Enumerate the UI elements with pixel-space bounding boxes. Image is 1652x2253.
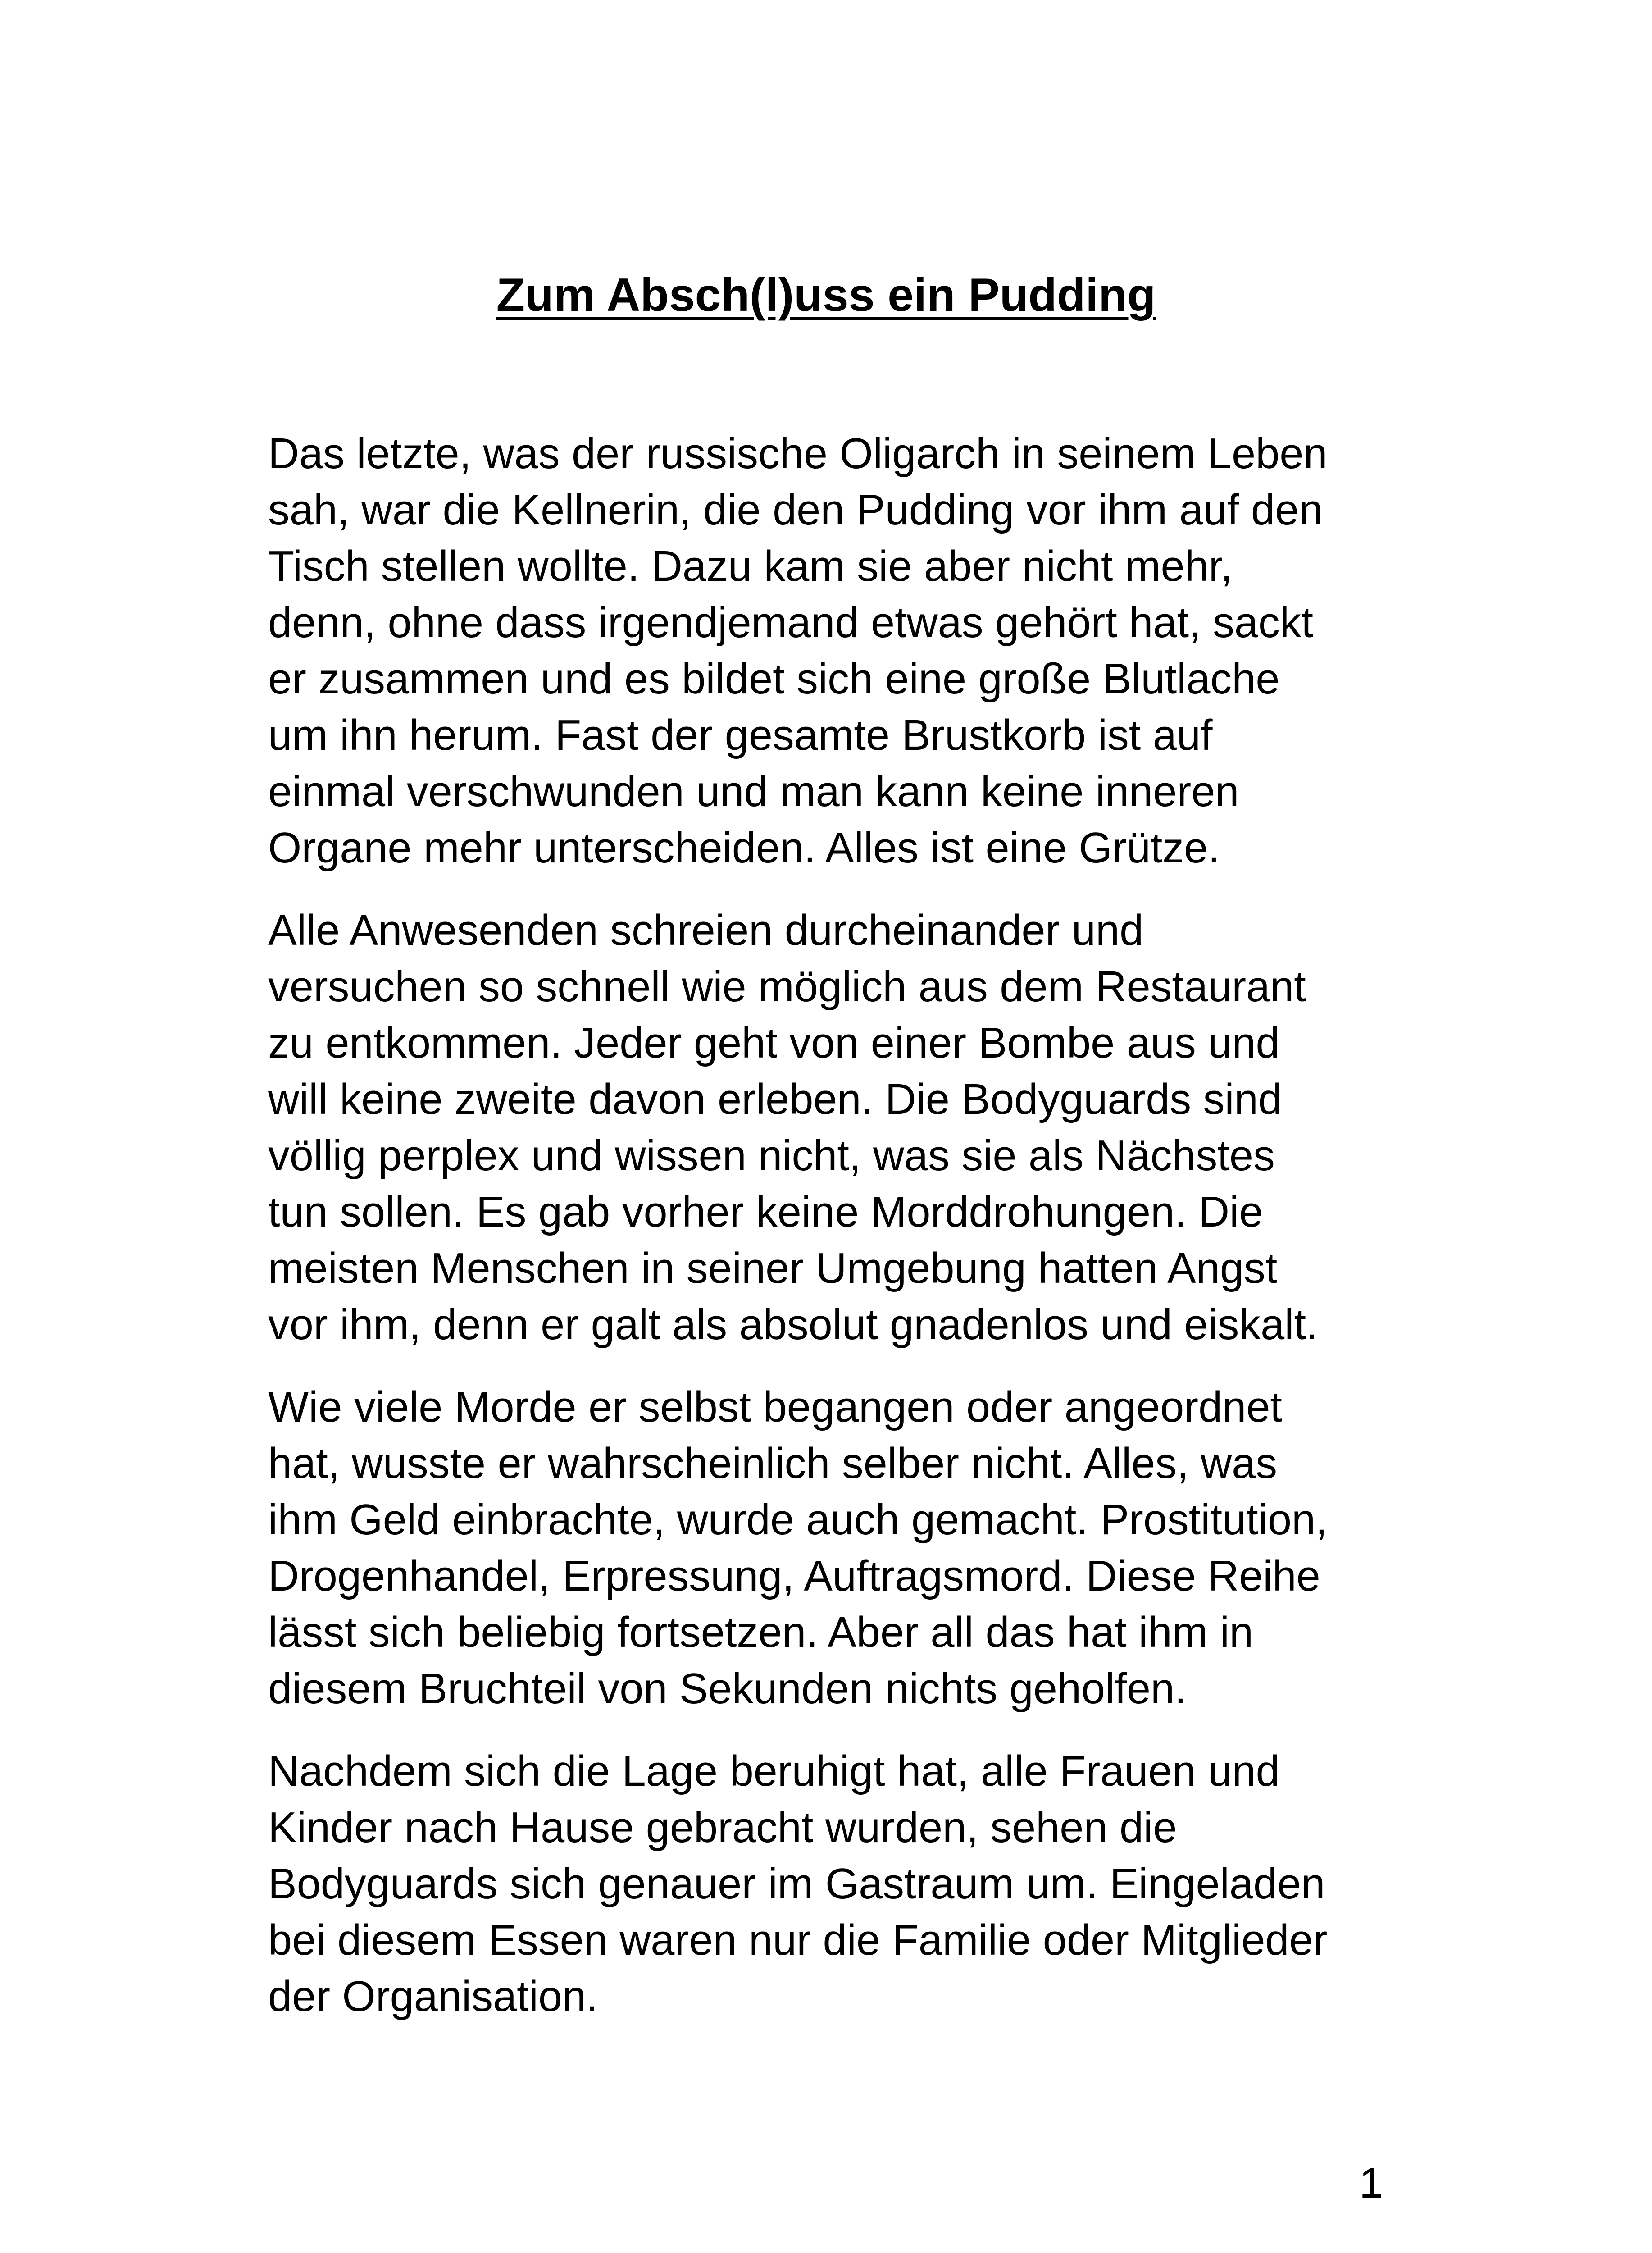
text-line: um ihn herum. Fast der gesamte Brustkorb ist auf: [268, 711, 1213, 759]
text-line: hat, wusste er wahrscheinlich selber nicht. Alles, was: [268, 1440, 1277, 1487]
text-line: vor ihm, denn er galt als absolut gnadenlos und eiskalt.: [268, 1301, 1318, 1349]
text-line: versuchen so schnell wie möglich aus dem Restaurant: [268, 963, 1306, 1011]
text-line: Kinder nach Hause gebracht wurden, sehen die: [268, 1804, 1177, 1852]
text-line: zu entkommen. Jeder geht von einer Bombe aus und: [268, 1019, 1280, 1067]
text-line: meisten Menschen in seiner Umgebung hatten Angst: [268, 1245, 1278, 1292]
body-text: [268, 426, 1403, 2051]
text-line: Alle Anwesenden schreien durcheinander und: [268, 907, 1144, 954]
paragraph-1: [268, 426, 1403, 876]
text-line: bei diesem Essen waren nur die Familie oder Mitglieder: [268, 1916, 1328, 1964]
text-line: Das letzte, was der russische Oligarch in seinem Leben: [268, 430, 1328, 478]
text-line: Drogenhandel, Erpressung, Auftragsmord. Diese Reihe: [268, 1552, 1320, 1600]
text-line: tun sollen. Es gab vorher keine Morddrohungen. Die: [268, 1188, 1263, 1236]
text-line: denn, ohne dass irgendjemand etwas gehört hat, sackt: [268, 599, 1314, 647]
text-line: Wie viele Morde er selbst begangen oder angeordnet: [268, 1383, 1282, 1431]
page-number: 1: [1359, 2159, 1383, 2207]
text-line: einmal verschwunden und man kann keine inneren: [268, 768, 1239, 816]
paragraph-4: [268, 1743, 1403, 2025]
text-line: ihm Geld einbrachte, wurde auch gemacht. Prostitution,: [268, 1496, 1328, 1544]
text-line: völlig perplex und wissen nicht, was sie als Nächstes: [268, 1132, 1275, 1180]
text-line: will keine zweite davon erleben. Die Bodyguards sind: [268, 1076, 1282, 1123]
text-line: Nachdem sich die Lage beruhigt hat, alle Frauen und: [268, 1747, 1280, 1795]
page-title: [0, 266, 1652, 324]
text-line: diesem Bruchteil von Sekunden nichts geholfen.: [268, 1665, 1187, 1713]
text-line: der Organisation.: [268, 1973, 598, 2020]
page-title-text: Zum Absch(l)uss ein Pudding: [496, 269, 1156, 321]
text-line: er zusammen und es bildet sich eine große Blutlache: [268, 655, 1280, 703]
text-line: Tisch stellen wollte. Dazu kam sie aber nicht mehr,: [268, 543, 1233, 590]
text-line: sah, war die Kellnerin, die den Pudding vor ihm auf den: [268, 486, 1323, 534]
text-line: Organe mehr unterscheiden. Alles ist eine Grütze.: [268, 824, 1220, 872]
text-line: Bodyguards sich genauer im Gastraum um. Eingeladen: [268, 1860, 1325, 1908]
paragraph-2: [268, 903, 1403, 1353]
text-line: lässt sich beliebig fortsetzen. Aber all das hat ihm in: [268, 1609, 1254, 1656]
paragraph-3: [268, 1379, 1403, 1717]
